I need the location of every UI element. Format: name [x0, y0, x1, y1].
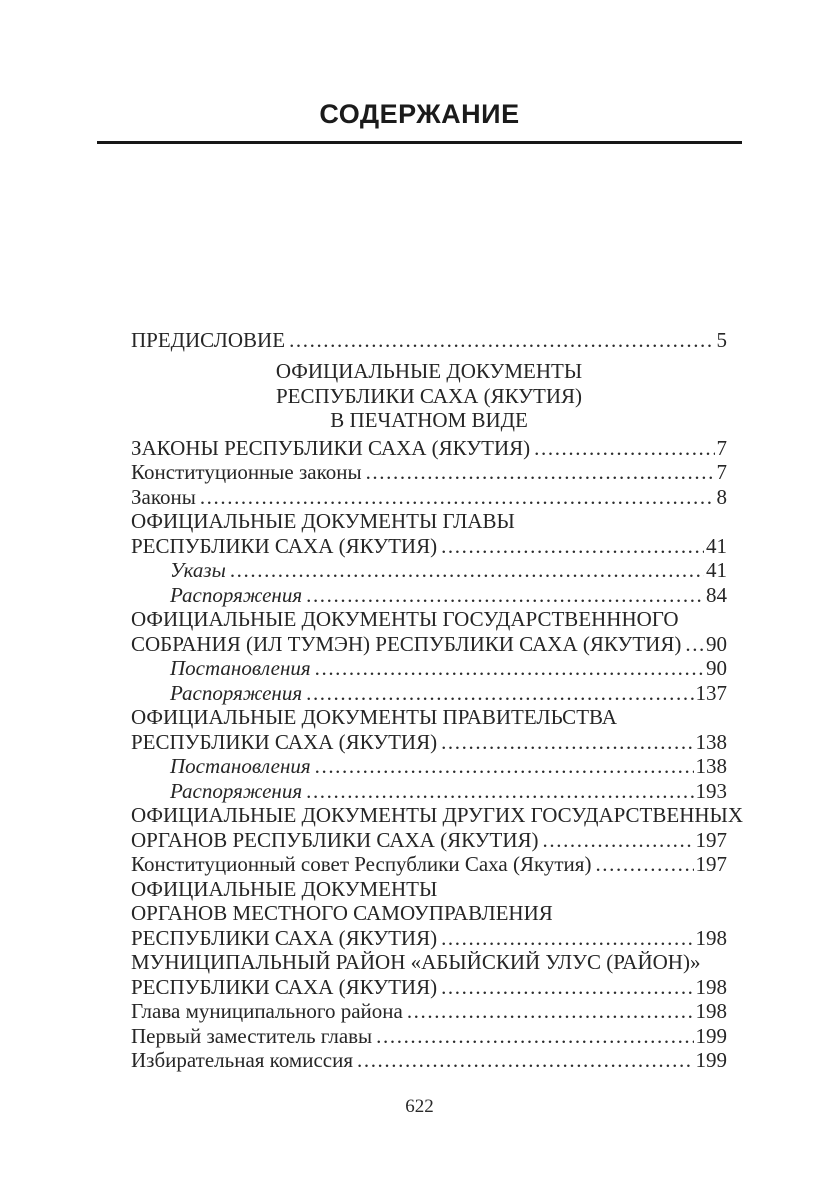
- toc-entry: [131, 1048, 727, 1073]
- toc-entry-page-number: 41: [706, 558, 727, 583]
- toc-entry: [131, 730, 727, 755]
- toc-entry-page-number: 7: [716, 435, 727, 460]
- toc-entry: [131, 852, 727, 877]
- toc-entry-page-number: 138: [695, 729, 727, 754]
- toc-entry-page-number: 198: [695, 999, 727, 1024]
- toc-entry: [131, 999, 727, 1024]
- page-title: СОДЕРЖАНИЕ: [319, 99, 520, 129]
- toc-entry-title: Распоряжения: [170, 680, 303, 705]
- toc-entry-page-number: 193: [695, 778, 727, 803]
- toc-entry-wrap-line: [131, 877, 727, 902]
- dot-leader: [534, 436, 714, 461]
- toc-entry-page-number: 138: [695, 754, 727, 779]
- toc-section-heading-line: РЕСПУБЛИКИ САХА (ЯКУТИЯ): [275, 383, 583, 408]
- header-rule-divider: [97, 141, 742, 144]
- toc-entry-title: МУНИЦИПАЛЬНЫЙ РАЙОН «АБЫЙСКИЙ УЛУС (РАЙОН)»: [131, 950, 701, 975]
- dot-leader: [376, 1024, 693, 1049]
- toc-entry-title: ОФИЦИАЛЬНЫЕ ДОКУМЕНТЫ ГОСУДАРСТВЕНННОГО: [131, 607, 679, 632]
- toc-entry: [131, 460, 727, 485]
- toc-entry-title: Указы: [170, 558, 226, 583]
- toc-entry-title: ПРЕДИСЛОВИЕ: [131, 327, 286, 352]
- toc-entry-title: ЗАКОНЫ РЕСПУБЛИКИ САХА (ЯКУТИЯ): [131, 435, 531, 460]
- toc-entry-wrap-line: [131, 509, 727, 534]
- toc-entry: [131, 558, 727, 583]
- dot-leader: [357, 1048, 694, 1073]
- toc-entry-title: Конституционный совет Республики Саха (Якутия): [131, 852, 592, 877]
- toc-entry-title: Распоряжения: [170, 778, 303, 803]
- toc-entry: [131, 975, 727, 1000]
- dot-leader: [230, 558, 704, 583]
- toc-entry-title: ОФИЦИАЛЬНЫЕ ДОКУМЕНТЫ: [131, 876, 438, 901]
- toc-section-heading-line: ОФИЦИАЛЬНЫЕ ДОКУМЕНТЫ: [275, 359, 583, 384]
- toc-entry-title: Постановления: [170, 656, 311, 681]
- toc-entry: [131, 328, 727, 353]
- dot-leader: [289, 328, 714, 353]
- dot-leader: [441, 534, 704, 559]
- toc-entry-title: Постановления: [170, 754, 311, 779]
- toc-entry-page-number: 197: [695, 852, 727, 877]
- toc-entry-page-number: 90: [706, 631, 727, 656]
- toc-entry-title: Избирательная комиссия: [131, 1048, 353, 1073]
- dot-leader: [441, 730, 693, 755]
- toc-entry-title: ОРГАНОВ МЕСТНОГО САМОУПРАВЛЕНИЯ: [131, 901, 553, 926]
- toc-section-heading-line: В ПЕЧАТНОМ ВИДЕ: [330, 408, 528, 433]
- toc-entry-wrap-line: [131, 950, 727, 975]
- toc-entry: [131, 656, 727, 681]
- dot-leader: [200, 485, 715, 510]
- toc-entry-title: РЕСПУБЛИКИ САХА (ЯКУТИЯ): [131, 533, 438, 558]
- toc-entry: [131, 828, 727, 853]
- toc-entry: [131, 583, 727, 608]
- toc-entry-title: ОРГАНОВ РЕСПУБЛИКИ САХА (ЯКУТИЯ): [131, 827, 539, 852]
- dot-leader: [407, 999, 694, 1024]
- toc-entry: [131, 485, 727, 510]
- toc-entry-page-number: 7: [716, 460, 727, 485]
- dot-leader: [306, 681, 693, 706]
- toc-entry-page-number: 199: [695, 1023, 727, 1048]
- toc-entry: [131, 534, 727, 559]
- toc-entry-title: Распоряжения: [170, 582, 303, 607]
- toc-entry-title: ОФИЦИАЛЬНЫЕ ДОКУМЕНТЫ ГЛАВЫ: [131, 509, 515, 534]
- toc-entry-title: Конституционные законы: [131, 460, 362, 485]
- toc-entry: [131, 926, 727, 951]
- dot-leader: [543, 828, 694, 853]
- dot-leader: [306, 583, 704, 608]
- toc-entry-page-number: 197: [695, 827, 727, 852]
- toc-entry: [131, 754, 727, 779]
- toc-entry-title: Глава муниципального района: [131, 999, 403, 1024]
- toc-entry: [131, 681, 727, 706]
- dot-leader: [441, 926, 693, 951]
- toc-entry-title: СОБРАНИЯ (ИЛ ТУМЭН) РЕСПУБЛИКИ САХА (ЯКУТИЯ): [131, 631, 682, 656]
- toc-entry-page-number: 41: [706, 533, 727, 558]
- toc-entry-wrap-line: [131, 607, 727, 632]
- toc-entry-page-number: 5: [716, 327, 727, 352]
- toc-section-heading: [131, 359, 727, 433]
- toc-entry: [131, 436, 727, 461]
- dot-leader: [315, 754, 694, 779]
- toc-entry: [131, 1024, 727, 1049]
- toc-entry-page-number: 198: [695, 925, 727, 950]
- toc-entry-page-number: 137: [695, 680, 727, 705]
- dot-leader: [595, 852, 693, 877]
- toc-entry-wrap-line: [131, 901, 727, 926]
- toc-list: [131, 327, 744, 1073]
- dot-leader: [685, 632, 704, 657]
- toc-entry-title: РЕСПУБЛИКИ САХА (ЯКУТИЯ): [131, 925, 438, 950]
- toc-entry-title: ОФИЦИАЛЬНЫЕ ДОКУМЕНТЫ ПРАВИТЕЛЬСТВА: [131, 705, 617, 730]
- dot-leader: [366, 460, 715, 485]
- toc-entry-page-number: 84: [706, 582, 727, 607]
- footer-page-number: 622: [405, 1096, 434, 1117]
- toc-entry-wrap-line: [131, 803, 744, 828]
- toc-entry-page-number: 198: [695, 974, 727, 999]
- dot-leader: [315, 656, 704, 681]
- dot-leader: [441, 975, 693, 1000]
- toc-entry: [131, 632, 727, 657]
- toc-entry-page-number: 199: [695, 1048, 727, 1073]
- toc-entry-title: Законы: [131, 484, 196, 509]
- toc-entry-page-number: 90: [706, 656, 727, 681]
- toc-entry-page-number: 8: [716, 484, 727, 509]
- toc-entry-wrap-line: [131, 705, 727, 730]
- toc-entry-title: Первый заместитель главы: [131, 1023, 373, 1048]
- dot-leader: [306, 779, 693, 804]
- toc-entry-title: ОФИЦИАЛЬНЫЕ ДОКУМЕНТЫ ДРУГИХ ГОСУДАРСТВЕННЫХ: [131, 803, 744, 828]
- toc-entry: [131, 779, 727, 804]
- toc-entry-title: РЕСПУБЛИКИ САХА (ЯКУТИЯ): [131, 729, 438, 754]
- toc-entry-title: РЕСПУБЛИКИ САХА (ЯКУТИЯ): [131, 974, 438, 999]
